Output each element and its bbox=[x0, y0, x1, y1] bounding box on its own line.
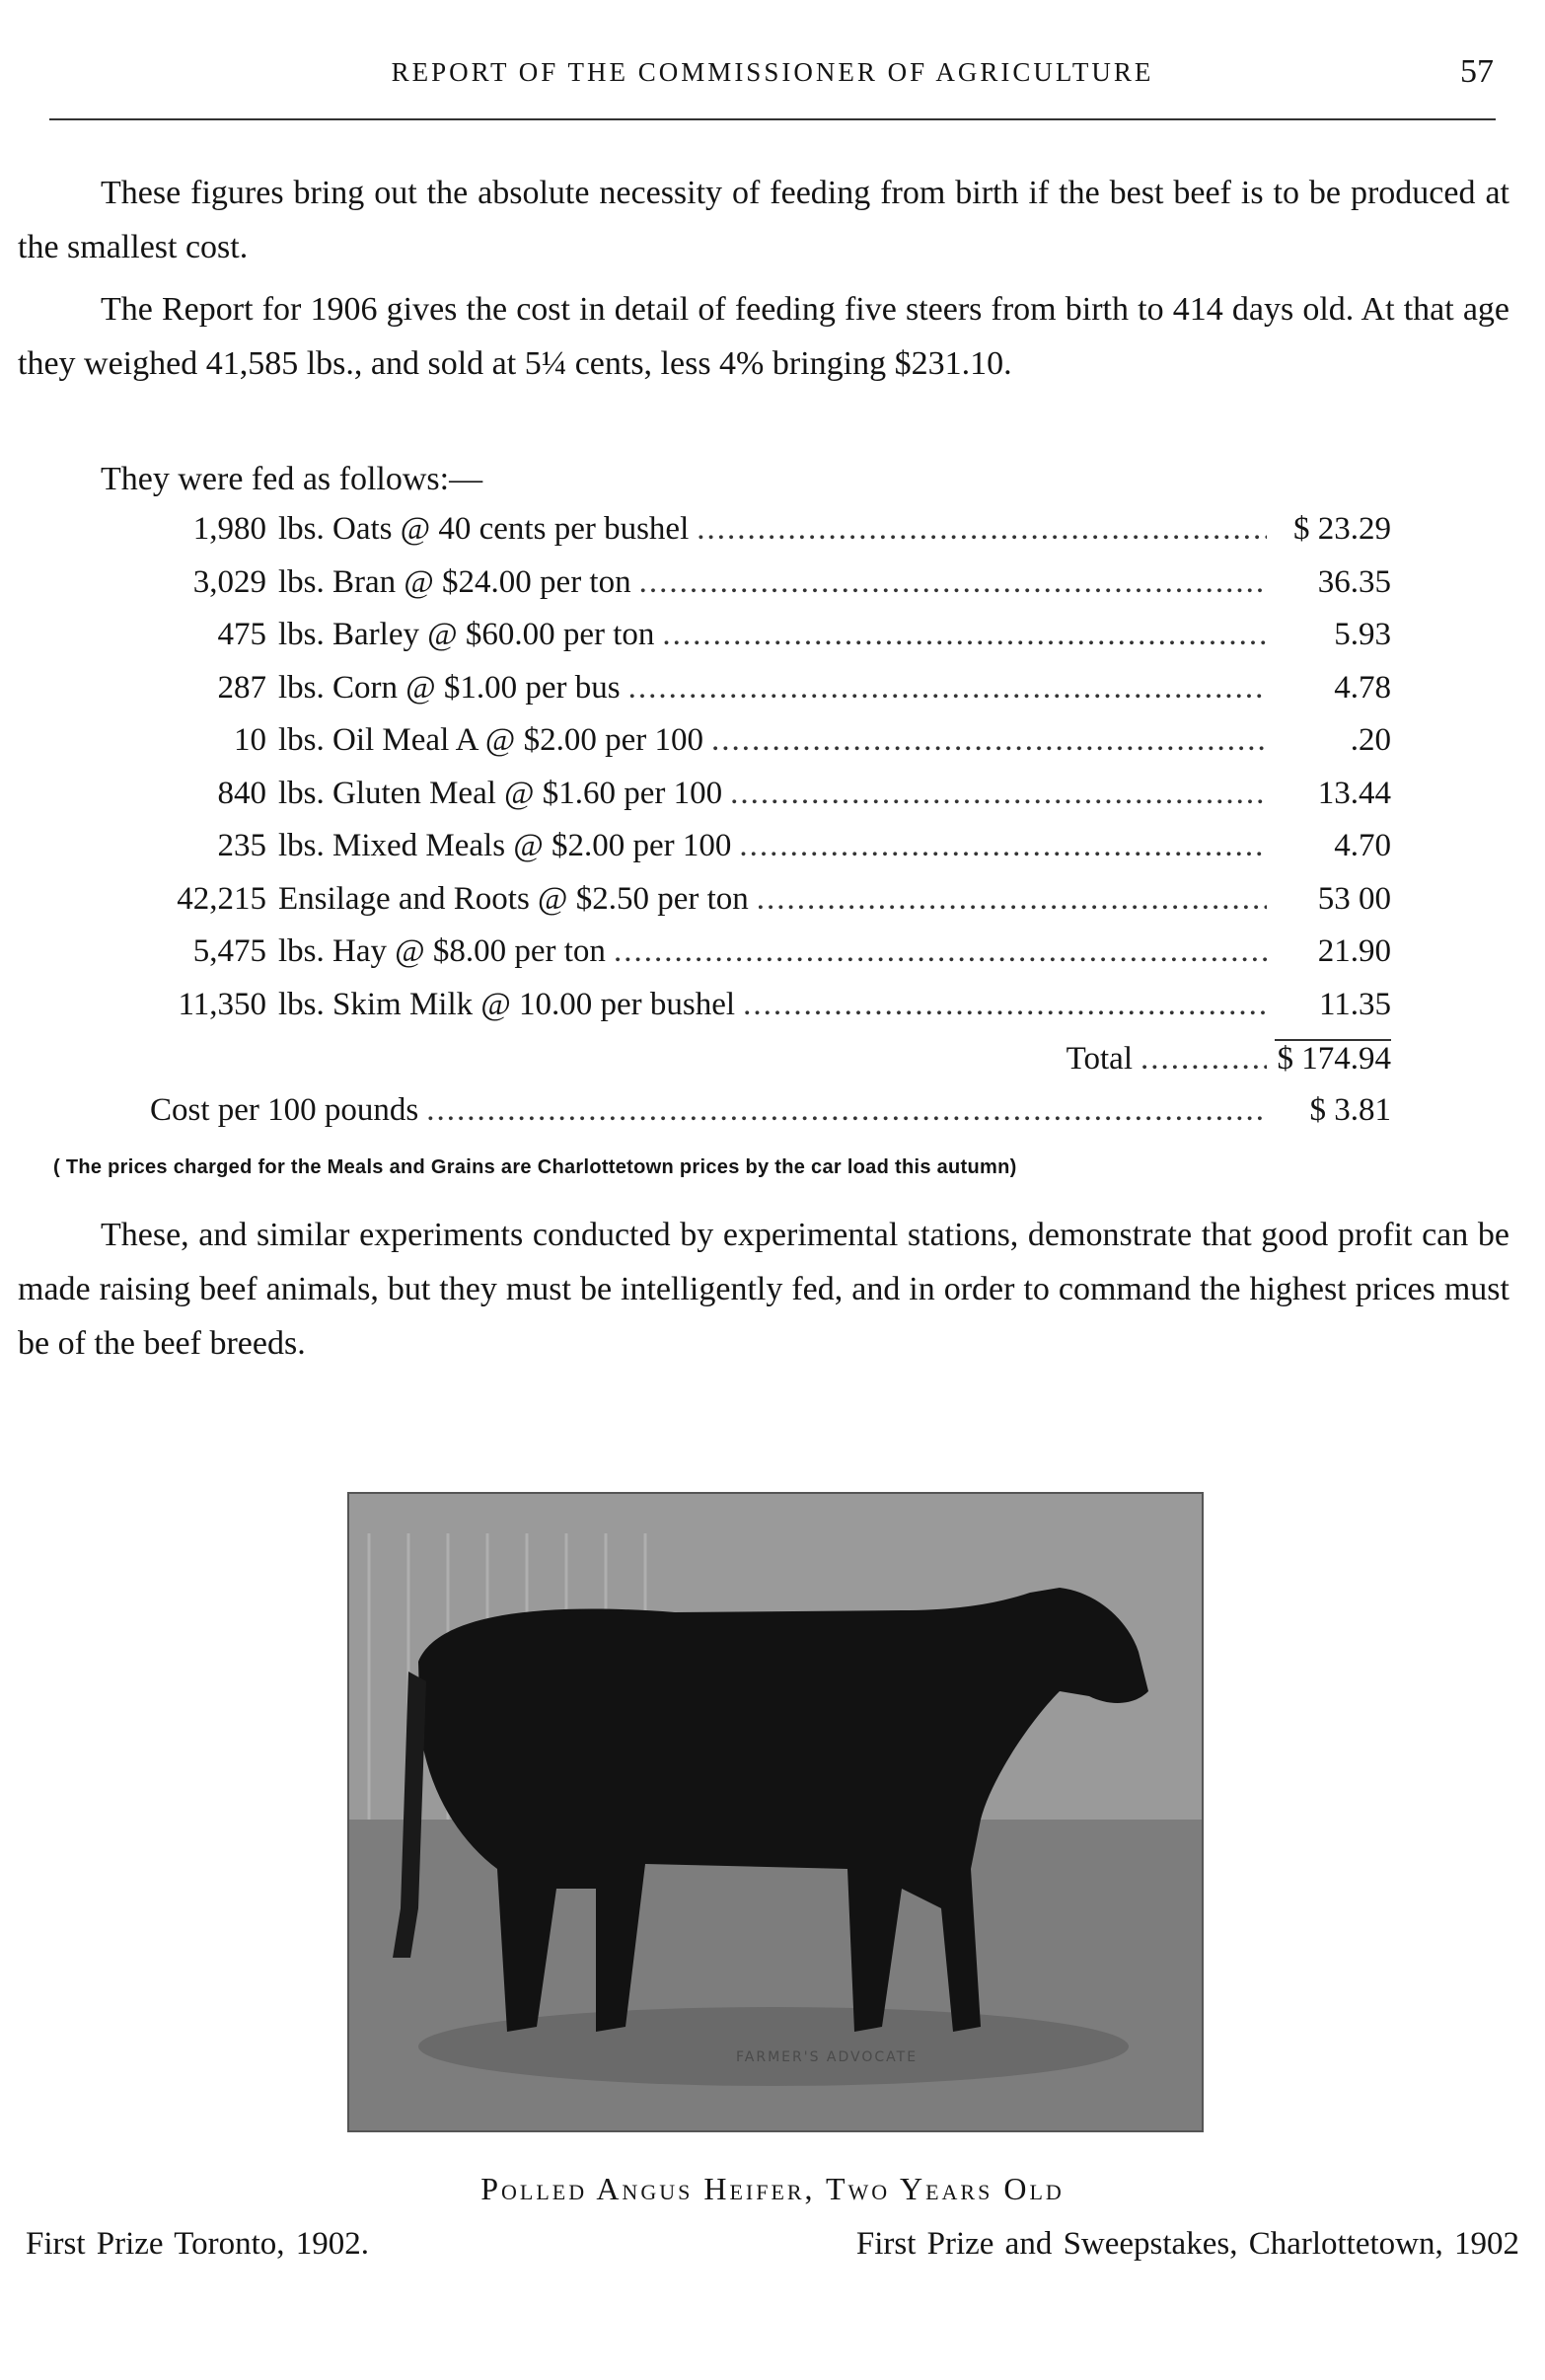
ledger-description: lbs. Mixed Meals @ $2.00 per 100 bbox=[278, 828, 732, 863]
total-amount: $ 174.94 bbox=[1275, 1039, 1391, 1078]
dot-leader bbox=[711, 722, 1267, 759]
dot-leader bbox=[743, 987, 1267, 1023]
ledger-row bbox=[99, 987, 1391, 1040]
ledger-row bbox=[99, 511, 1391, 564]
ledger-quantity: 287 bbox=[217, 669, 266, 706]
page-number: 57 bbox=[1460, 53, 1494, 90]
caption-charlottetown-prize: First Prize and Sweepstakes, Charlottetown, 1902 bbox=[855, 2226, 1519, 2262]
ledger-quantity: 10 bbox=[234, 722, 266, 758]
ledger-description: lbs. Hay @ $8.00 per ton bbox=[278, 933, 606, 969]
ledger-description: lbs. Corn @ $1.00 per bus bbox=[278, 669, 621, 706]
photo-watermark: FARMER'S ADVOCATE bbox=[736, 2049, 919, 2065]
ledger-amount: 53 00 bbox=[1317, 880, 1391, 917]
cost-label: Cost per 100 pounds bbox=[150, 1091, 419, 1128]
ledger-row bbox=[99, 776, 1391, 829]
dot-leader bbox=[639, 564, 1267, 601]
ledger-quantity: 475 bbox=[217, 617, 266, 652]
dot-leader bbox=[426, 1092, 1267, 1129]
dot-leader bbox=[614, 933, 1267, 970]
ledger-amount: 36.35 bbox=[1317, 563, 1391, 600]
dot-leader bbox=[662, 617, 1267, 653]
ledger-quantity: 42,215 bbox=[177, 880, 266, 917]
dot-leader bbox=[628, 670, 1267, 707]
running-head bbox=[0, 51, 1545, 95]
ledger-amount: 4.78 bbox=[1334, 669, 1391, 706]
ledger-description: lbs. Barley @ $60.00 per ton bbox=[278, 617, 655, 652]
dot-leader bbox=[1140, 1041, 1267, 1078]
heifer-photograph bbox=[347, 1492, 1204, 2132]
dot-leader bbox=[739, 828, 1267, 864]
cost-amount: $ 3.81 bbox=[1309, 1091, 1391, 1128]
dot-leader bbox=[757, 881, 1267, 918]
ledger-amount: .20 bbox=[1350, 722, 1391, 758]
ledger-row bbox=[99, 564, 1391, 618]
ledger-description: lbs. Oil Meal A @ $2.00 per 100 bbox=[278, 722, 703, 758]
paragraph-fed-as-follows: They were fed as follows:— bbox=[101, 461, 483, 497]
ledger-quantity: 1,980 bbox=[192, 511, 266, 547]
figure-caption-title: Polled Angus Heifer, Two Years Old bbox=[480, 2171, 1065, 2206]
ledger-quantity: 3,029 bbox=[192, 563, 266, 600]
ledger-description: lbs. Oats @ 40 cents per bushel bbox=[278, 511, 690, 547]
heifer-illustration bbox=[349, 1494, 1202, 2130]
ledger-total-row bbox=[99, 1039, 1391, 1092]
price-note: ( The prices charged for the Meals and Grains are Charlottetown prices by the car load this autumn) bbox=[53, 1156, 1017, 1178]
ledger-quantity: 840 bbox=[217, 775, 266, 811]
ledger-description: Ensilage and Roots @ $2.50 per ton bbox=[278, 880, 749, 917]
ledger-row bbox=[99, 617, 1391, 670]
feed-cost-ledger bbox=[99, 511, 1391, 1145]
ledger-amount: 11.35 bbox=[1318, 986, 1391, 1022]
ledger-quantity: 235 bbox=[217, 828, 266, 863]
caption-toronto-prize: First Prize Toronto, 1902. bbox=[26, 2226, 369, 2262]
ledger-row bbox=[99, 722, 1391, 776]
ledger-amount: 13.44 bbox=[1317, 775, 1391, 811]
paragraph-report-1906: The Report for 1906 gives the cost in detail of feeding five steers from birth to 414 days old. At that age they weighed 41,585 lbs., and sold at 5¼ cents, less 4% bringing $231.10. bbox=[18, 291, 1509, 382]
paragraph-feeding-necessity: These figures bring out the absolute necessity of feeding from birth if the best beef is to be produced at the smallest cost. bbox=[18, 175, 1509, 265]
ledger-description: lbs. Bran @ $24.00 per ton bbox=[278, 563, 631, 600]
ledger-quantity: 5,475 bbox=[192, 933, 266, 969]
dot-leader bbox=[730, 776, 1267, 812]
running-title: REPORT OF THE COMMISSIONER OF AGRICULTURE bbox=[391, 57, 1154, 87]
header-rule bbox=[49, 118, 1496, 120]
ledger-amount: 4.70 bbox=[1334, 828, 1391, 863]
ledger-row bbox=[99, 881, 1391, 934]
ledger-quantity: 11,350 bbox=[178, 986, 266, 1022]
ledger-row bbox=[99, 670, 1391, 723]
ledger-description: lbs. Gluten Meal @ $1.60 per 100 bbox=[278, 775, 723, 811]
ledger-row bbox=[99, 933, 1391, 987]
ledger-amount: $ 23.29 bbox=[1293, 511, 1391, 547]
total-label: Total bbox=[1066, 1041, 1133, 1077]
ledger-row bbox=[99, 828, 1391, 881]
ledger-amount: 5.93 bbox=[1334, 617, 1391, 652]
ledger-description: lbs. Skim Milk @ 10.00 per bushel bbox=[278, 986, 736, 1022]
figure-caption-subtitle bbox=[26, 2226, 1519, 2263]
paragraph-conclusion: These, and similar experiments conducted by experimental stations, demonstrate that good profit can be made raising beef animals, but they must be intelligently fed, and in order to command the highest prices must be of the beef breeds. bbox=[18, 1217, 1509, 1362]
dot-leader bbox=[697, 511, 1267, 548]
ledger-cost-row bbox=[99, 1092, 1391, 1146]
ledger-amount: 21.90 bbox=[1317, 933, 1391, 969]
